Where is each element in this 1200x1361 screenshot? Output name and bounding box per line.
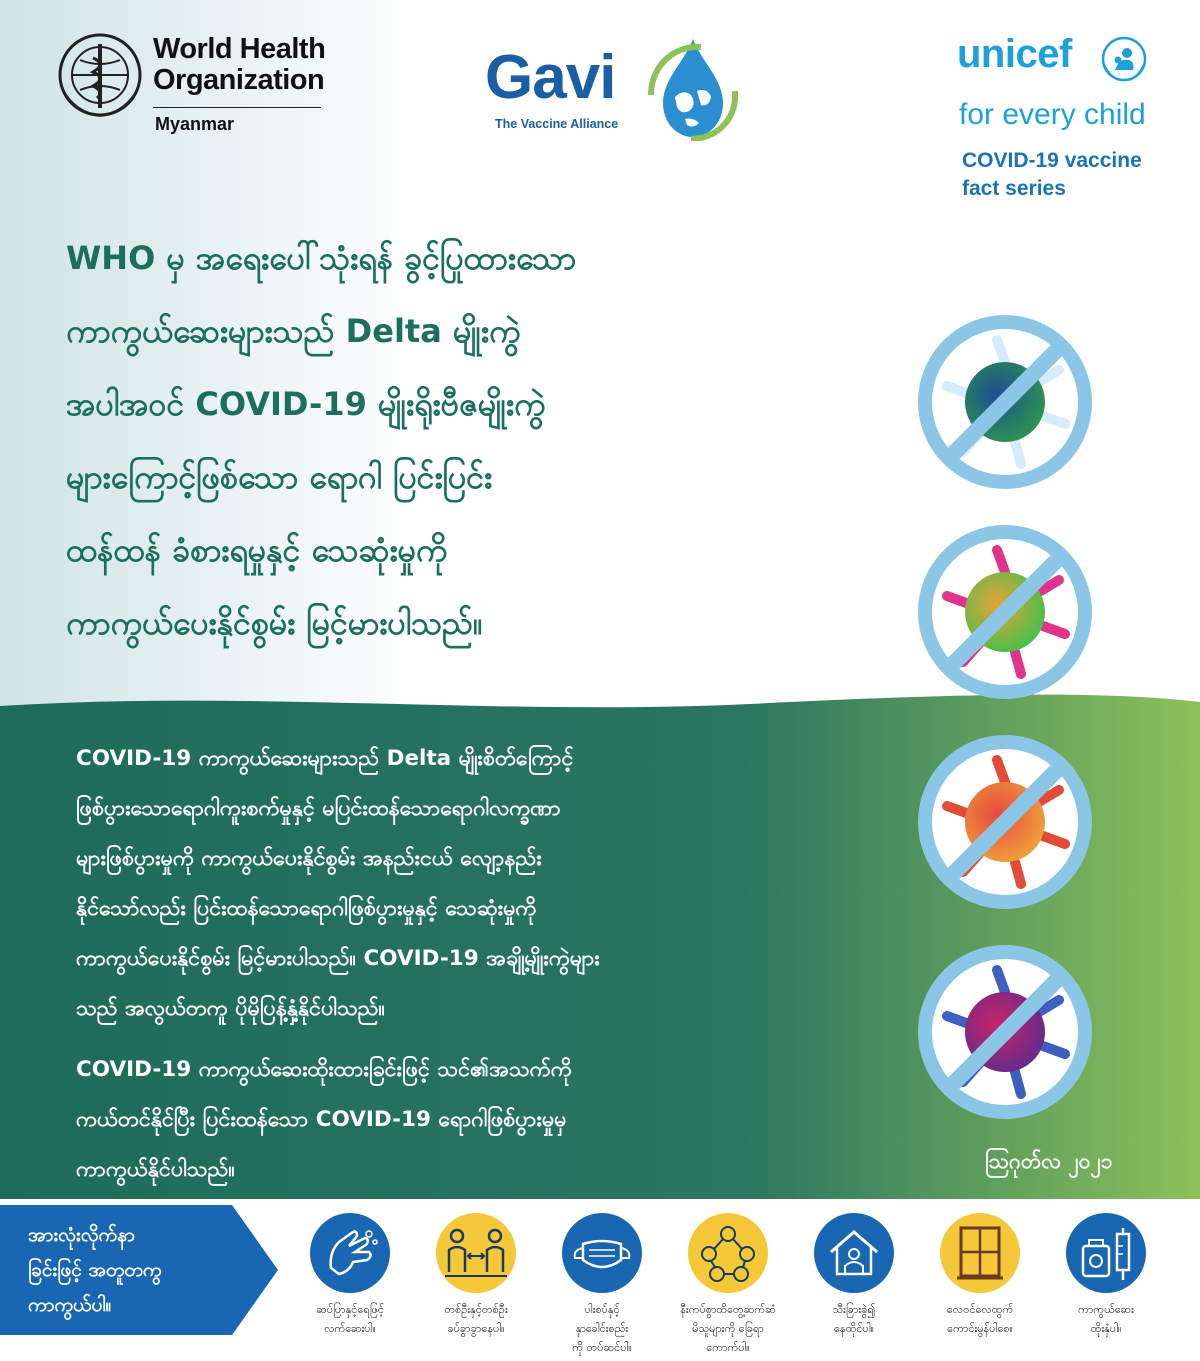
fact-series-label (962, 147, 1142, 203)
tip-6-line-1: လေဝင်လေထွက် (946, 1303, 1014, 1316)
fact-series-line-1: COVID-19 vaccine (962, 149, 1142, 172)
body-paragraph-1 (76, 734, 896, 1034)
title-line-3: အပါအဝင် COVID-19 မျိုးရိုးဗီဇမျိုးကွဲ (66, 385, 546, 423)
gavi-logo (485, 35, 750, 145)
tip-contact-tracing (668, 1212, 798, 1357)
unicef-name: unicef (957, 32, 1072, 76)
body-1-line-4: နိုင်သော်လည်း ပြင်းထန်သောရောဂါဖြစ်ပွားမှုနှင့် သေဆုံးမှုကို (76, 896, 537, 921)
body-2-line-2: ကယ်တင်နိုင်ပြီး ပြင်းထန်သော COVID-19 ရောဂါဖြစ်ပွားမှုမှ (76, 1107, 567, 1132)
callout-text (28, 1218, 268, 1323)
unicef-tagline: for every child (959, 98, 1146, 131)
who-emblem-icon (55, 30, 145, 120)
tip-6-line-2: ကောင်းမွန်ပါစေ။ (947, 1322, 1013, 1335)
gavi-name: Gavi (485, 43, 616, 112)
title-line-5: ထန်ထန် ခံစားရမှုနှင့် သေဆုံးမှုကို (66, 531, 448, 569)
tip-distancing (416, 1212, 546, 1357)
tip-4-line-3: ကောက်ပါ။ (706, 1341, 750, 1354)
body-1-line-6: သည် အလွယ်တကူ ပိုမိုပြန့်နှံ့နိုင်ပါသည်။ (76, 996, 386, 1021)
tip-label (537, 1300, 667, 1357)
who-logo (55, 30, 330, 140)
gavi-droplet-globe-icon (645, 35, 741, 141)
tip-stay-home (794, 1212, 924, 1357)
title-line-6: ကာကွယ်ပေးနိုင်စွမ်း မြင့်မားပါသည်။ (66, 604, 483, 642)
tip-7-line-1: ကာကွယ်ဆေး (1078, 1303, 1134, 1316)
virus-blocked-icon (915, 732, 1095, 912)
body-1-line-3: များဖြစ်ပွားမှုကို ကာကွယ်ပေးနိုင်စွမ်း အနည်းငယ် လျော့နည်း (76, 846, 542, 871)
prevention-tips (290, 1212, 1190, 1357)
title-line-2: ကာကွယ်ဆေးများသည် Delta မျိုးကွဲ (66, 312, 521, 350)
stay-home-icon (813, 1212, 895, 1294)
tip-label (285, 1300, 415, 1338)
virus-blocked-icon (915, 312, 1095, 492)
publish-date: ဩဂုတ်လ ၂၀၂၁ (985, 1149, 1113, 1173)
fact-series-line-2: fact series (962, 177, 1066, 200)
body-1-line-2: ဖြစ်ပွားသောရောဂါကူးစက်မှုနှင့် မပြင်းထန်သောရောဂါလက္ခဏာ (76, 796, 561, 821)
tip-1-line-2: လက်ဆေးပါ။ (324, 1322, 376, 1335)
tip-3-line-1: ပါးစပ်နှင့် (584, 1303, 620, 1316)
tip-5-line-1: သီးခြားခွဲ၍ (832, 1303, 876, 1316)
body-1-line-5: ကာကွယ်ပေးနိုင်စွမ်း မြင့်မားပါသည်။ COVID-19 အချို့မျိုးကွဲများ (76, 946, 600, 971)
body-2-line-3: ကာကွယ်နိုင်ပါသည်။ (76, 1157, 235, 1182)
tip-1-line-1: ဆပ်ပြာနှင့်ရေဖြင့် (316, 1303, 384, 1316)
body-1-line-1: COVID-19 ကာကွယ်ဆေးများသည် Delta မျိုးစိတ်ကြောင့် (76, 746, 574, 771)
tip-4-line-1: နီးကပ်စွာထိတွေ့ဆက်ဆံ (680, 1303, 776, 1316)
tip-5-line-2: နေထိုင်ပါ။ (834, 1322, 874, 1335)
virus-blocked-icon (915, 522, 1095, 702)
body-2-line-1: COVID-19 ကာကွယ်ဆေးထိုးထားခြင်းဖြင့် သင်၏အသက်ကို (76, 1057, 572, 1082)
title-line-1: WHO မှ အရေးပေါ်သုံးရန် ခွင့်ပြုထားသော (66, 239, 577, 277)
tip-label (411, 1300, 541, 1338)
who-divider (153, 107, 321, 108)
callout-line-1: အားလုံးလိုက်နာ (28, 1224, 135, 1246)
contact-icon (687, 1212, 769, 1294)
tip-ventilation (920, 1212, 1050, 1357)
hand-wash-icon (309, 1212, 391, 1294)
tip-hand-wash (290, 1212, 420, 1357)
unicef-emblem-icon (1101, 36, 1147, 82)
tip-4-line-2: မိသူများကို ခြေရာ (692, 1322, 764, 1335)
distancing-icon (435, 1212, 517, 1294)
callout-line-2: ခြင်းဖြင့် အတူတကွ (28, 1259, 162, 1281)
virus-blocked-icon (915, 942, 1095, 1122)
tip-label (915, 1300, 1045, 1338)
tip-label (1041, 1300, 1171, 1338)
tip-vaccine (1046, 1212, 1176, 1357)
gavi-tagline: The Vaccine Alliance (495, 117, 619, 131)
vaccine-icon (1065, 1212, 1147, 1294)
tip-label (789, 1300, 919, 1338)
tip-mask (542, 1212, 672, 1357)
title-line-4: များကြောင့်ဖြစ်သော ရောဂါ ပြင်းပြင်း (66, 458, 493, 496)
tip-3-line-3: ကို တပ်ဆင်ပါ။ (572, 1341, 632, 1354)
tip-3-line-2: နှာခေါင်းစည်း (575, 1322, 629, 1335)
tip-2-line-2: ခပ်ခွာခွာနေပါ။ (447, 1322, 505, 1335)
who-name: World Health Organization (153, 33, 326, 96)
tip-7-line-2: ထိုးနှံပါ။ (1090, 1322, 1122, 1335)
callout-line-3: ကာကွယ်ပါ။ (28, 1294, 112, 1316)
page-title (66, 222, 916, 660)
mask-icon (561, 1212, 643, 1294)
who-country: Myanmar (155, 114, 235, 134)
window-icon (939, 1212, 1021, 1294)
body-paragraph-2 (76, 1045, 896, 1195)
tip-2-line-1: တစ်ဦးနှင့်တစ်ဦး (444, 1303, 508, 1316)
tip-label (663, 1300, 793, 1357)
